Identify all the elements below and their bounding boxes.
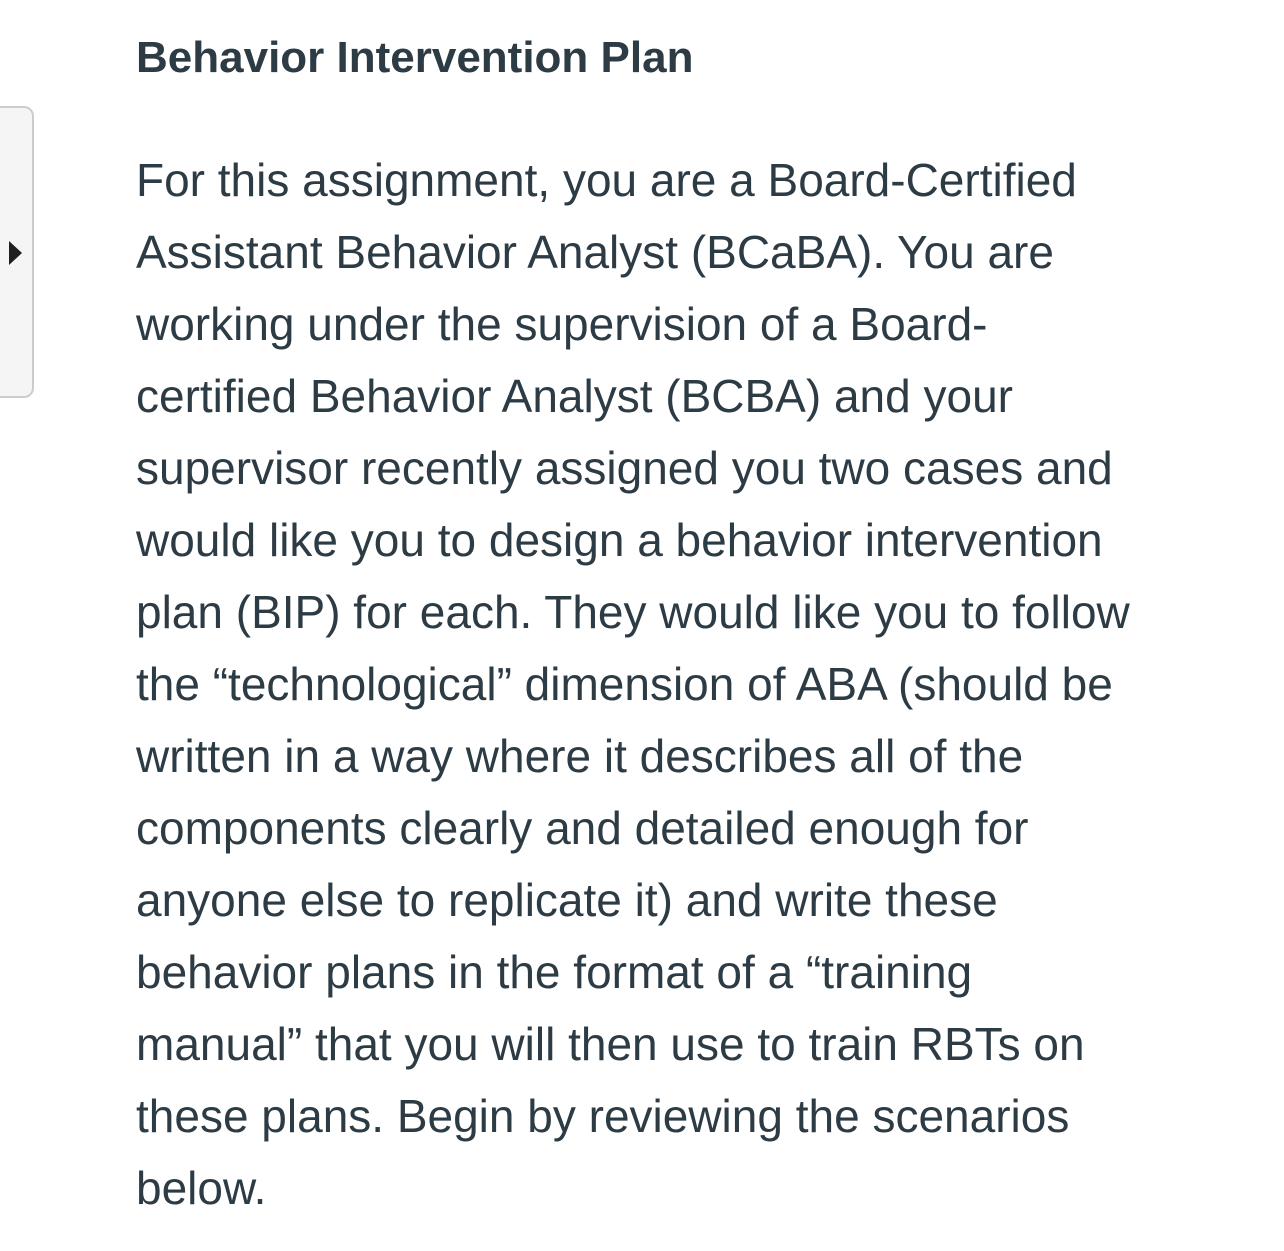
page-title: Behavior Intervention Plan <box>136 33 694 82</box>
assignment-description: For this assignment, you are a Board-Certified Assistant Behavior Analyst (BCaBA). You are working under the supervision of a Board-certified Behavior Analyst (BCBA) and your supervisor recently assigned you two cases and would like you to design a behavior intervention plan (BIP) for each. They would like you to follow the “technological” dimension of ABA (should be written in a way where it describes all of the components clearly and detailed enough for anyone else to replicate it) and write these behavior plans in the format of a “training manual” that you will then use to train RBTs on these plans. Begin by reviewing the scenarios below. <box>136 154 1130 1214</box>
sidebar-toggle-button[interactable] <box>0 106 34 398</box>
main-content <box>136 26 1136 1224</box>
caret-right-icon <box>9 241 22 265</box>
